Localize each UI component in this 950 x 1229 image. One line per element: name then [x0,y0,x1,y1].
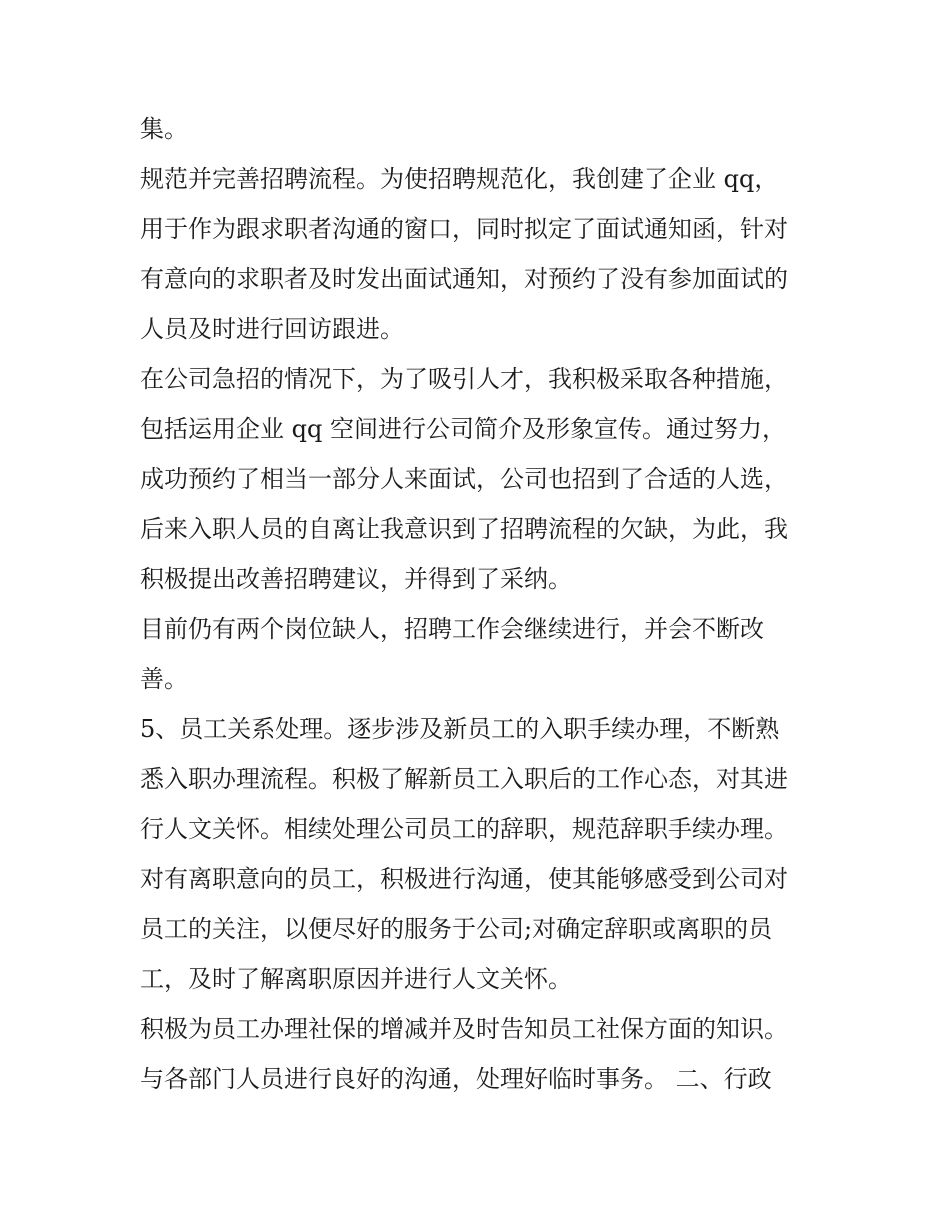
text-line: 工，及时了解离职原因并进行人文关怀。 [140,965,572,993]
text-line: 对有离职意向的员工，积极进行沟通，使其能够感受到公司对 [140,865,788,893]
text-line: 与各部门人员进行良好的沟通，处理好临时事务。 二、行政 [140,1065,772,1093]
text-line: 积极提出改善招聘建议，并得到了采纳。 [140,565,572,593]
text-line: 后来入职人员的自离让我意识到了招聘流程的欠缺，为此，我 [140,515,788,543]
text-line: 人员及时进行回访跟进。 [140,315,404,343]
text-line: 积极为员工办理社保的增减并及时告知员工社保方面的知识。 [140,1015,788,1043]
text-line: 5、员工关系处理。逐步涉及新员工的入职手续办理，不断熟 [140,715,780,743]
text-line: 集。 [140,115,188,143]
text-line: 有意向的求职者及时发出面试通知，对预约了没有参加面试的 [140,265,788,293]
text-line: 在公司急招的情况下，为了吸引人才，我积极采取各种措施， [140,365,788,393]
text-line: 用于作为跟求职者沟通的窗口，同时拟定了面试通知函，针对 [140,215,788,243]
text-line: 行人文关怀。相续处理公司员工的辞职，规范辞职手续办理。 [140,815,788,843]
text-line: 员工的关注，以便尽好的服务于公司;对确定辞职或离职的员 [140,915,773,943]
text-line: 规范并完善招聘流程。为使招聘规范化，我创建了企业 qq， [140,165,779,193]
text-line: 目前仍有两个岗位缺人，招聘工作会继续进行，并会不断改 [140,615,764,643]
document-body [140,104,830,1104]
text-line: 包括运用企业 qq 空间进行公司简介及形象宣传。通过努力， [140,415,786,443]
text-line: 成功预约了相当一部分人来面试，公司也招到了合适的人选， [140,465,788,493]
text-line: 悉入职办理流程。积极了解新员工入职后的工作心态，对其进 [140,765,788,793]
text-line: 善。 [140,665,188,693]
